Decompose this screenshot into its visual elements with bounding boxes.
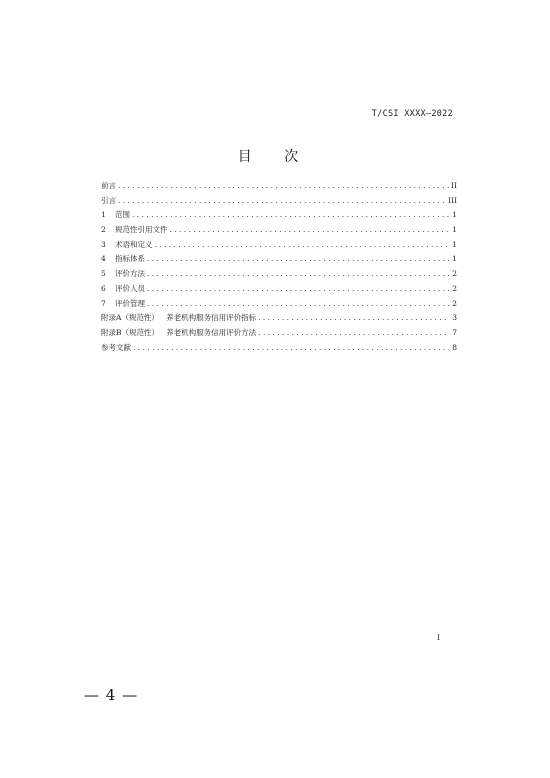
toc-entry-page: 1 — [452, 254, 457, 264]
toc-entry-appendix-a[interactable] — [101, 311, 457, 326]
toc-entry-label: 前言 — [101, 181, 116, 190]
page-number-roman: I — [437, 633, 440, 642]
toc-entry-page: 3 — [452, 313, 457, 323]
toc-entry[interactable] — [101, 194, 457, 209]
toc-leader-dots — [258, 326, 449, 341]
toc-entry-page: 8 — [452, 342, 457, 352]
toc-entry[interactable] — [101, 223, 457, 238]
toc-entry-number: 6 — [101, 283, 106, 293]
toc-leader-dots — [155, 238, 450, 253]
toc-entry-appendix-b[interactable] — [101, 326, 457, 341]
toc-entry[interactable] — [101, 267, 457, 282]
toc-entry-label: 附录A（规范性） 养老机构服务信用评价指标 — [101, 313, 257, 323]
toc-entry-label: 指标体系 — [115, 254, 145, 264]
toc-entry-label: 附录B（规范性） 养老机构服务信用评价方法 — [101, 327, 257, 337]
toc-leader-dots — [170, 223, 450, 238]
toc-leader-dots — [133, 341, 449, 356]
toc-entry[interactable] — [101, 252, 457, 267]
toc-leader-dots — [147, 282, 449, 297]
toc-entry-page: 2 — [452, 283, 457, 293]
toc-entry[interactable] — [101, 297, 457, 312]
toc-entry-label: 评价管理 — [115, 298, 145, 308]
toc-leader-dots — [118, 194, 446, 209]
toc-entry-number: 2 — [101, 225, 106, 235]
toc-leader-dots — [147, 267, 449, 282]
toc-entry-number: 3 — [101, 239, 106, 249]
toc-entry-number: 4 — [101, 254, 106, 264]
toc-entry-page: 2 — [452, 298, 457, 308]
toc-entry-page: 2 — [452, 269, 457, 279]
toc-entry-label: 范围 — [115, 210, 130, 220]
toc-entry[interactable] — [101, 208, 457, 223]
toc-title: 目 次 — [237, 149, 313, 165]
toc-entry-number: 5 — [101, 269, 106, 279]
toc-entry[interactable] — [101, 238, 457, 253]
toc-entry-label: 评价方法 — [115, 269, 145, 279]
toc-entry-number: 1 — [101, 210, 106, 220]
toc-entry-label: 参考文献 — [101, 342, 131, 352]
toc-entry-label: 规范性引用文件 — [115, 225, 168, 235]
toc-entry-label: 评价人员 — [115, 283, 145, 293]
toc-entry-page: 1 — [452, 225, 457, 235]
toc-entry-page: 1 — [452, 239, 457, 249]
toc-entry-page: 1 — [452, 210, 457, 220]
toc-entry-references[interactable] — [101, 341, 457, 356]
toc-entry-page: II — [451, 181, 457, 190]
toc-entry-label: 引言 — [101, 195, 116, 205]
table-of-contents — [101, 179, 457, 355]
toc-entry[interactable] — [101, 179, 457, 194]
toc-leader-dots — [118, 179, 449, 194]
toc-leader-dots — [147, 252, 449, 267]
toc-entry-page: 7 — [452, 327, 457, 337]
toc-entry-label: 术语和定义 — [115, 239, 153, 249]
toc-leader-dots — [147, 297, 449, 312]
footer-page-number: — 4 — — [84, 686, 139, 704]
toc-leader-dots — [258, 311, 449, 326]
standard-code: T/CSI XXXX—2022 — [371, 109, 453, 119]
toc-entry-page: III — [448, 195, 457, 205]
toc-entry[interactable] — [101, 282, 457, 297]
toc-entry-number: 7 — [101, 298, 106, 308]
toc-leader-dots — [132, 208, 449, 223]
